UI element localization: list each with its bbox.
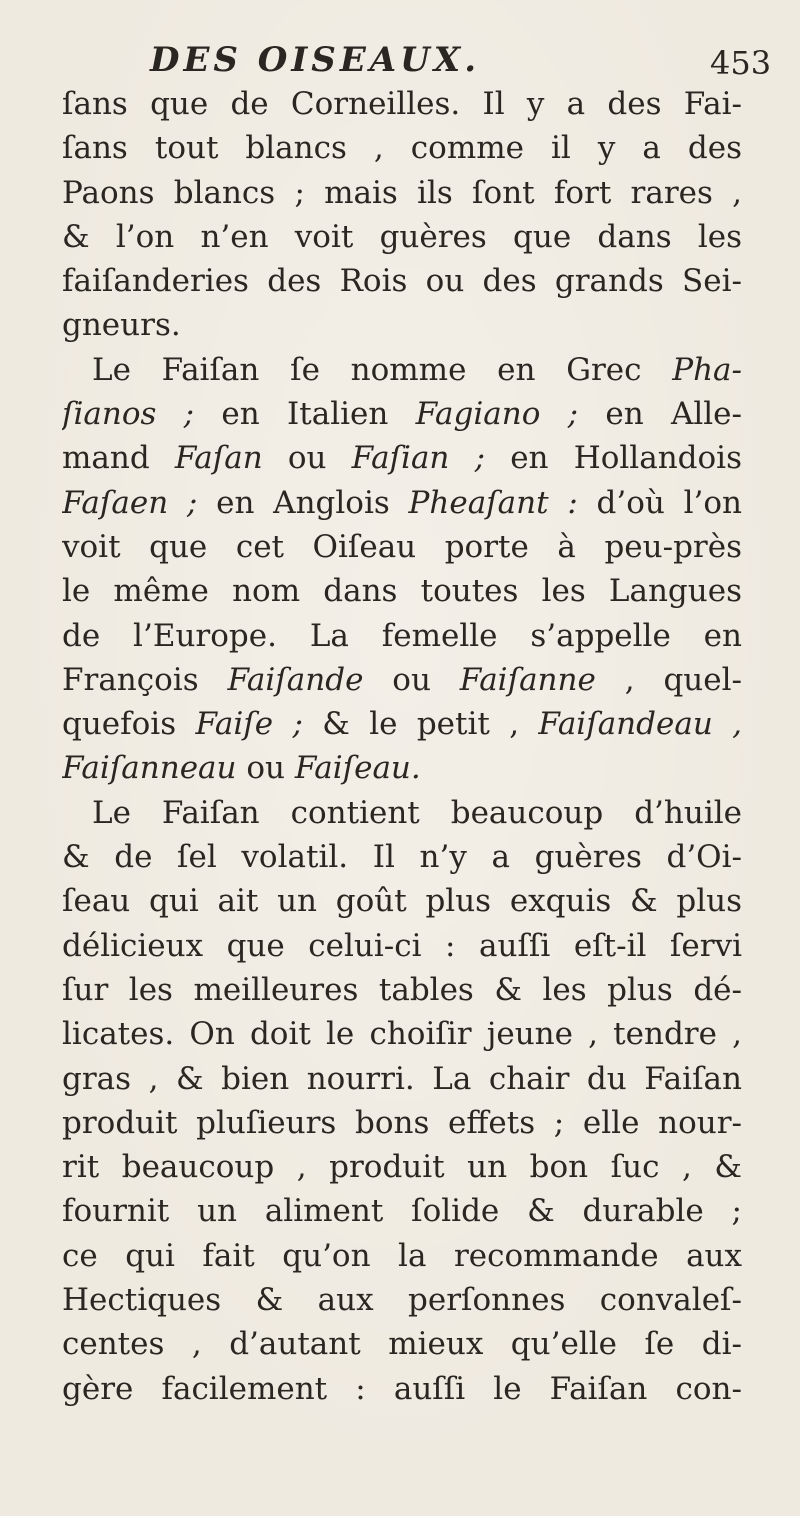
running-head: DES OISEAUX. <box>150 40 481 80</box>
text-line <box>62 791 742 835</box>
text-segment: Le Faiſan contient beaucoup d’huile <box>92 794 742 831</box>
text-line <box>62 1322 742 1366</box>
text-line <box>62 1057 742 1101</box>
italic-text: Faſaen ; <box>62 484 198 521</box>
text-segment: Paons blancs ; mais ils ſont fort rares , <box>62 174 742 211</box>
text-segment: mand <box>62 440 175 477</box>
text-segment: produit pluſieurs bons effets ; elle nour- <box>62 1104 742 1141</box>
text-line <box>62 259 742 303</box>
text-line <box>62 658 742 702</box>
text-line <box>62 215 742 259</box>
text-segment: ſans tout blancs , comme il y a des <box>62 130 742 167</box>
text-segment: en Anglois <box>197 484 409 521</box>
text-segment: faiſanderies des Rois ou des grands Sei- <box>62 263 742 300</box>
text-segment: gère facilement : auſſi le Faiſan con- <box>62 1370 742 1407</box>
text-segment: & le petit , <box>302 706 539 743</box>
text-line <box>62 1145 742 1189</box>
italic-text: Fagiano ; <box>415 396 579 433</box>
text-line <box>62 1189 742 1233</box>
italic-text: ſianos ; <box>62 396 195 433</box>
text-segment: ou <box>363 661 460 698</box>
text-line <box>62 126 742 170</box>
italic-text: Faſian ; <box>351 440 486 477</box>
text-line <box>62 835 742 879</box>
text-line <box>62 171 742 215</box>
text-segment: ce qui fait qu’on la recommande aux <box>62 1237 742 1274</box>
body-text <box>62 82 742 1411</box>
text-segment: Le Faiſan ſe nomme en Grec <box>92 351 673 388</box>
text-segment: délicieux que celui-ci : auſſi eſt-il ſervi <box>62 927 742 964</box>
text-segment: d’où l’on <box>577 484 742 521</box>
text-line <box>62 879 742 923</box>
text-segment: en Italien <box>194 396 416 433</box>
text-line <box>62 1278 742 1322</box>
text-line <box>62 525 742 569</box>
text-segment: ſans que de Corneilles. Il y a des Fai- <box>62 86 742 122</box>
italic-text: Pha- <box>672 351 742 388</box>
italic-text: Faſan <box>174 440 263 477</box>
text-segment: en Hollandois <box>485 440 742 477</box>
text-line <box>62 392 742 436</box>
text-line <box>62 569 742 613</box>
text-segment: ou <box>236 750 295 787</box>
text-line <box>62 1012 742 1056</box>
text-line <box>62 1234 742 1278</box>
text-segment: le même nom dans toutes les Langues <box>62 573 742 610</box>
text-line <box>62 303 742 347</box>
text-line <box>62 1101 742 1145</box>
text-segment: , quel- <box>595 661 742 698</box>
text-line <box>62 702 742 746</box>
italic-text: Pheaſant : <box>408 484 578 521</box>
text-line <box>62 436 742 480</box>
text-segment: gras , & bien nourri. La chair du Faiſan <box>62 1060 742 1097</box>
text-segment: François <box>62 661 228 698</box>
text-segment: licates. On doit le choiſir jeune , tendre , <box>62 1016 742 1053</box>
text-line <box>62 968 742 1012</box>
italic-text: Faiſeau. <box>294 750 421 787</box>
text-segment: fournit un aliment ſolide & durable ; <box>62 1193 742 1230</box>
text-line <box>62 924 742 968</box>
text-segment: ou <box>262 440 352 477</box>
page-number: 453 <box>710 44 772 82</box>
text-line <box>62 481 742 525</box>
italic-text: Faiſandeau , <box>538 706 742 743</box>
text-segment: de l’Europe. La femelle s’appelle en <box>62 617 742 654</box>
text-line <box>62 614 742 658</box>
italic-text: Faiſanneau <box>62 750 237 787</box>
text-segment: voit que cet Oiſeau porte à peu-près <box>62 528 742 565</box>
italic-text: Faiſande <box>227 661 364 698</box>
italic-text: Faiſanne <box>459 661 596 698</box>
text-segment: gneurs. <box>62 307 181 344</box>
text-segment: Hectiques & aux perſonnes convaleſ- <box>62 1282 742 1319</box>
text-segment: ſeau qui ait un goût plus exquis & plus <box>62 883 742 920</box>
text-segment: rit beaucoup , produit un bon ſuc , & <box>62 1149 742 1186</box>
text-line <box>62 1367 742 1411</box>
text-line <box>62 82 742 126</box>
text-segment: centes , d’autant mieux qu’elle ſe di- <box>62 1326 742 1363</box>
text-segment: & l’on n’en voit guères que dans les <box>62 218 742 255</box>
italic-text: Faiſe ; <box>195 706 303 743</box>
text-line <box>62 348 742 392</box>
text-segment: en Alle- <box>578 396 742 433</box>
text-segment: ſur les meilleures tables & les plus dé- <box>62 971 742 1008</box>
text-segment: quefois <box>62 706 196 743</box>
text-segment: & de ſel volatil. Il n’y a guères d’Oi- <box>62 839 742 876</box>
text-line <box>62 746 742 790</box>
